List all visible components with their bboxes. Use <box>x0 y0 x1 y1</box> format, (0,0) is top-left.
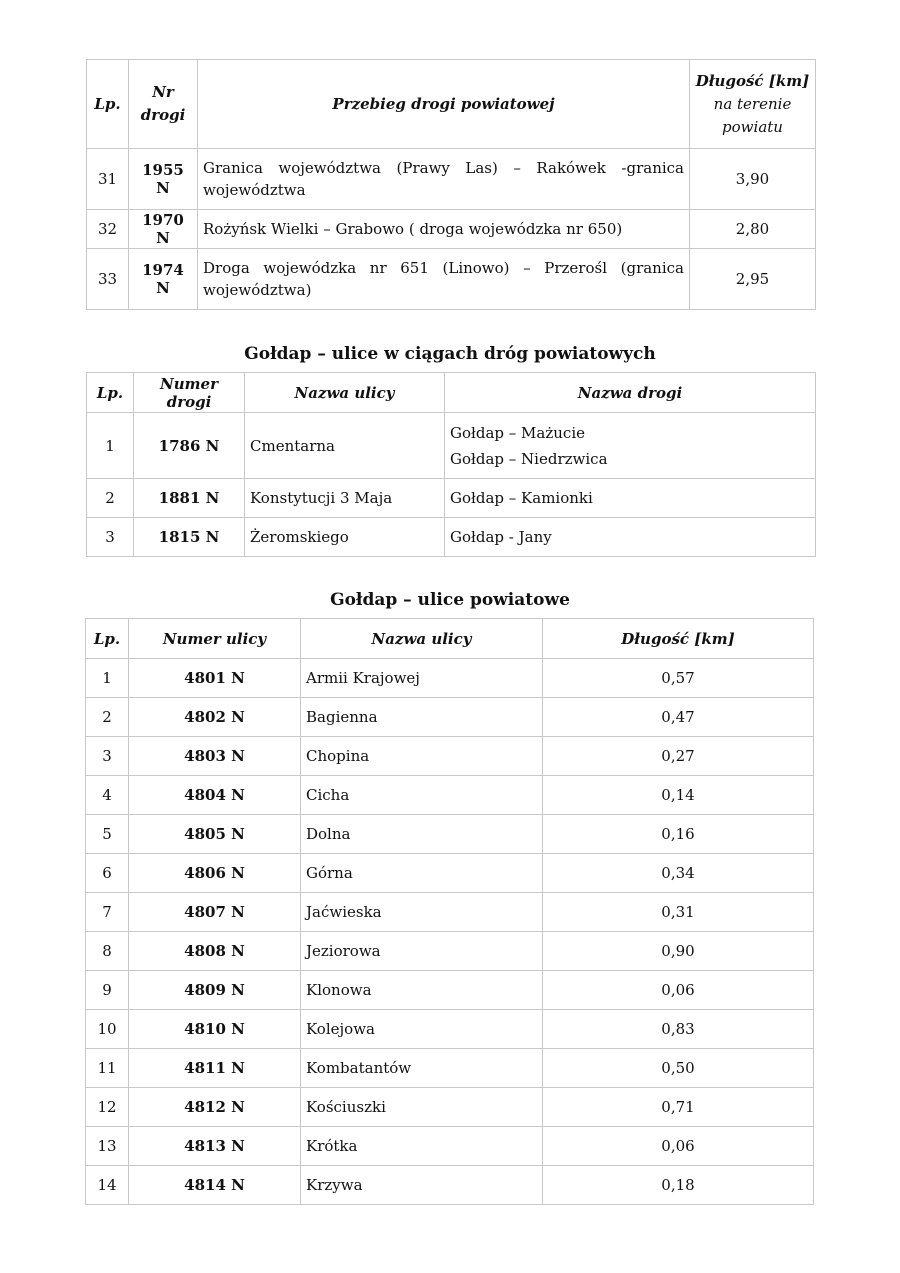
col-header-lp: Lp. <box>86 619 129 659</box>
cell-dlugosc: 0,27 <box>543 737 814 776</box>
section-title-streets-in-roads: Gołdap – ulice w ciągach dróg powiatowych <box>244 344 656 364</box>
cell-przebieg-line2: województwa) <box>203 281 312 299</box>
table-row <box>86 1088 814 1127</box>
table-row <box>86 698 814 737</box>
cell-dlugosc: 0,57 <box>543 659 814 698</box>
cell-numer: 4806 N <box>129 854 301 893</box>
cell-numer: 4814 N <box>129 1166 301 1205</box>
cell-dlugosc: 0,06 <box>543 1127 814 1166</box>
table-row <box>86 971 814 1010</box>
cell-dlugosc: 0,14 <box>543 776 814 815</box>
cell-ulica: Jaćwieska <box>301 893 543 932</box>
cell-ulica: Krótka <box>301 1127 543 1166</box>
cell-ulica: Kolejowa <box>301 1010 543 1049</box>
cell-lp: 1 <box>86 659 129 698</box>
cell-przebieg: Rożyńsk Wielki – Grabowo ( droga wojewódzka nr 650) <box>198 210 690 249</box>
cell-lp: 1 <box>87 413 134 479</box>
cell-ulica: Kombatantów <box>301 1049 543 1088</box>
cell-lp: 6 <box>86 854 129 893</box>
cell-lp: 2 <box>87 479 134 518</box>
cell-dlugosc: 0,06 <box>543 971 814 1010</box>
cell-lp: 14 <box>86 1166 129 1205</box>
col-header-nr-line2: drogi <box>140 106 186 124</box>
cell-numer: 4809 N <box>129 971 301 1010</box>
cell-przebieg-line2: województwa <box>203 181 306 199</box>
table-row <box>86 854 814 893</box>
cell-numer: 4810 N <box>129 1010 301 1049</box>
cell-dlugosc: 0,90 <box>543 932 814 971</box>
col-header-nazwa-ulicy: Nazwa ulicy <box>301 619 543 659</box>
cell-dlugosc: 0,71 <box>543 1088 814 1127</box>
col-header-przebieg: Przebieg drogi powiatowej <box>198 60 690 149</box>
cell-ulica: Klonowa <box>301 971 543 1010</box>
col-header-dlugosc <box>690 60 816 149</box>
table-row <box>87 518 816 557</box>
cell-lp: 3 <box>86 737 129 776</box>
table-row <box>86 1049 814 1088</box>
cell-numer: 4802 N <box>129 698 301 737</box>
cell-dlugosc: 0,18 <box>543 1166 814 1205</box>
cell-ulica: Armii Krajowej <box>301 659 543 698</box>
cell-ulica: Cicha <box>301 776 543 815</box>
cell-droga <box>445 413 816 479</box>
cell-dlugosc: 2,95 <box>690 249 816 310</box>
table-row <box>86 1166 814 1205</box>
cell-numer: 4807 N <box>129 893 301 932</box>
table-row <box>86 1010 814 1049</box>
cell-numer: 4804 N <box>129 776 301 815</box>
cell-przebieg-line1: Granica województwa (Prawy Las) – Rakówek -granica <box>203 159 684 177</box>
col-header-dlugosc: Długość [km] <box>543 619 814 659</box>
cell-lp: 5 <box>86 815 129 854</box>
cell-ulica: Konstytucji 3 Maja <box>245 479 445 518</box>
cell-numer: 4813 N <box>129 1127 301 1166</box>
col-header-numer-ulicy: Numer ulicy <box>129 619 301 659</box>
cell-nr: 1955 N <box>129 149 198 210</box>
cell-lp: 13 <box>86 1127 129 1166</box>
cell-numer: 1815 N <box>134 518 245 557</box>
cell-numer: 4803 N <box>129 737 301 776</box>
cell-numer: 1881 N <box>134 479 245 518</box>
cell-lp: 10 <box>86 1010 129 1049</box>
table-row <box>86 1127 814 1166</box>
county-streets-body <box>86 659 814 1205</box>
cell-dlugosc: 0,47 <box>543 698 814 737</box>
cell-ulica: Żeromskiego <box>245 518 445 557</box>
col-header-dlugosc-main: Długość [km] <box>695 71 810 90</box>
cell-lp: 4 <box>86 776 129 815</box>
table-row <box>87 149 816 210</box>
cell-numer: 4811 N <box>129 1049 301 1088</box>
table-row <box>86 737 814 776</box>
table-row <box>87 249 816 310</box>
cell-ulica: Dolna <box>301 815 543 854</box>
col-header-dlugosc-sub1: na terenie <box>713 94 792 113</box>
col-header-lp: Lp. <box>87 373 134 413</box>
table-row <box>86 893 814 932</box>
table-header-row <box>87 60 816 149</box>
cell-lp: 33 <box>87 249 129 310</box>
cell-lp: 12 <box>86 1088 129 1127</box>
streets-in-roads-table <box>86 372 816 557</box>
table-header-row <box>87 373 816 413</box>
col-header-lp: Lp. <box>87 60 129 149</box>
col-header-nr-line1: Nr <box>152 83 174 101</box>
section-title-county-streets: Gołdap – ulice powiatowe <box>330 590 570 610</box>
cell-lp: 7 <box>86 893 129 932</box>
county-streets-table <box>85 618 814 1205</box>
cell-dlugosc: 0,34 <box>543 854 814 893</box>
table-header-row <box>86 619 814 659</box>
table-row <box>86 815 814 854</box>
cell-przebieg-line1: Droga wojewódzka nr 651 (Linowo) – Przerośl (granica <box>203 259 684 277</box>
cell-droga-line1: Gołdap – Mażucie <box>450 423 585 442</box>
cell-lp: 11 <box>86 1049 129 1088</box>
table-row <box>87 413 816 479</box>
cell-numer: 4808 N <box>129 932 301 971</box>
cell-droga: Gołdap – Kamionki <box>445 479 816 518</box>
cell-numer: 4801 N <box>129 659 301 698</box>
table-row <box>86 776 814 815</box>
cell-ulica: Chopina <box>301 737 543 776</box>
cell-lp: 31 <box>87 149 129 210</box>
cell-lp: 8 <box>86 932 129 971</box>
cell-ulica: Cmentarna <box>245 413 445 479</box>
cell-lp: 2 <box>86 698 129 737</box>
cell-lp: 9 <box>86 971 129 1010</box>
table-row <box>87 210 816 249</box>
cell-nr: 1970 N <box>129 210 198 249</box>
cell-ulica: Górna <box>301 854 543 893</box>
cell-dlugosc: 0,16 <box>543 815 814 854</box>
cell-dlugosc: 3,90 <box>690 149 816 210</box>
col-header-nazwa-ulicy: Nazwa ulicy <box>245 373 445 413</box>
cell-dlugosc: 2,80 <box>690 210 816 249</box>
cell-lp: 32 <box>87 210 129 249</box>
cell-dlugosc: 0,50 <box>543 1049 814 1088</box>
cell-przebieg <box>198 249 690 310</box>
cell-lp: 3 <box>87 518 134 557</box>
cell-przebieg <box>198 149 690 210</box>
cell-ulica: Jeziorowa <box>301 932 543 971</box>
cell-droga: Gołdap - Jany <box>445 518 816 557</box>
cell-ulica: Kościuszki <box>301 1088 543 1127</box>
table-row <box>86 659 814 698</box>
cell-dlugosc: 0,83 <box>543 1010 814 1049</box>
col-header-numer-drogi: Numer drogi <box>134 373 245 413</box>
cell-numer: 4805 N <box>129 815 301 854</box>
cell-dlugosc: 0,31 <box>543 893 814 932</box>
cell-ulica: Bagienna <box>301 698 543 737</box>
roads-table <box>86 59 816 310</box>
col-header-dlugosc-sub2: powiatu <box>722 117 783 136</box>
table-row <box>86 932 814 971</box>
table-row <box>87 479 816 518</box>
cell-numer: 1786 N <box>134 413 245 479</box>
col-header-nr <box>129 60 198 149</box>
cell-droga-line2: Gołdap – Niedrzwica <box>450 449 608 468</box>
cell-numer: 4812 N <box>129 1088 301 1127</box>
cell-ulica: Krzywa <box>301 1166 543 1205</box>
cell-nr: 1974 N <box>129 249 198 310</box>
col-header-nazwa-drogi: Nazwa drogi <box>445 373 816 413</box>
